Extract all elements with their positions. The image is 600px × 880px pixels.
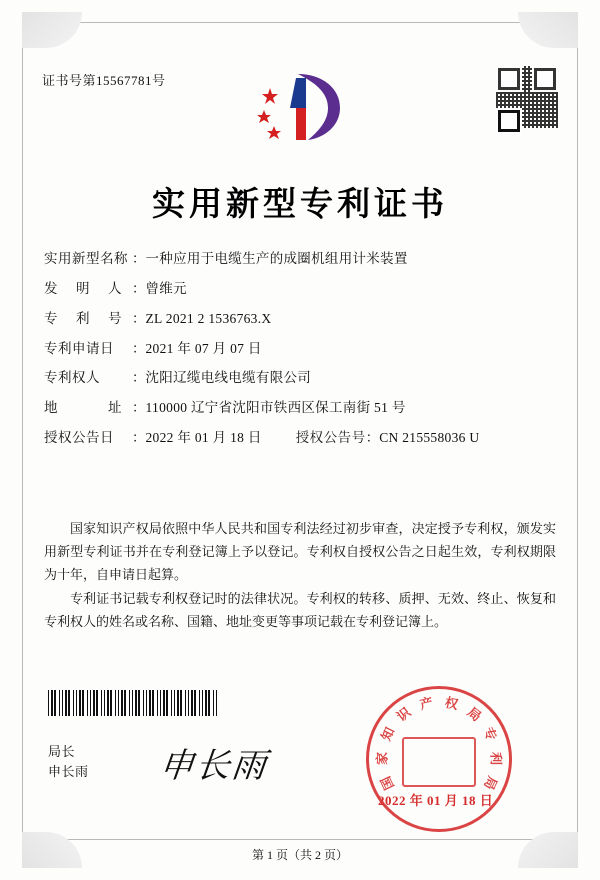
- field-label: 专利号: [44, 310, 122, 326]
- certificate-fields: [44, 252, 559, 461]
- field-row-patent-number: [44, 312, 559, 327]
- field-label: 地址: [44, 400, 122, 416]
- field-row-grant-announcement: [44, 431, 559, 446]
- seal-issue-date: 2022 年 01 月 18 日: [378, 793, 494, 808]
- official-seal: [366, 686, 512, 832]
- field-colon: ：: [132, 430, 146, 446]
- field-row-inventor: [44, 282, 559, 297]
- seal-char: 利: [487, 751, 503, 766]
- field-colon: ：: [132, 310, 146, 326]
- field-colon: ：: [132, 280, 146, 296]
- director-signature: 申长雨: [157, 746, 270, 786]
- field-row-patentee: [44, 371, 559, 386]
- seal-char: 专: [479, 725, 499, 744]
- field-value: 2021 年 07 月 07 日: [145, 340, 262, 356]
- seal-char: 局: [463, 705, 484, 725]
- field-value: 曾维元: [145, 280, 187, 296]
- field-colon: ：: [132, 251, 146, 266]
- field-colon: ：: [132, 340, 146, 356]
- field-row-address: [44, 401, 559, 416]
- barcode: [48, 690, 218, 716]
- director-block: [48, 742, 89, 781]
- field-row-utility-model-name: [44, 252, 559, 267]
- field-label-secondary: 授权公告号: [295, 430, 366, 446]
- field-colon: ：: [132, 370, 146, 386]
- legal-text: [44, 518, 556, 636]
- qr-code-finder-bottom-left: [498, 110, 520, 132]
- field-row-application-date: [44, 342, 559, 357]
- legal-paragraph-1: 国家知识产权局依照中华人民共和国专利法经过初步审查，决定授予专利权，颁发实用新型专利证书并在专利登记簿上予以登记。专利权自授权公告之日起生效，专利权期限为十年，自申请日起算。: [44, 521, 556, 582]
- certificate-number: 证书号第15567781号: [42, 73, 166, 88]
- field-value-secondary: CN 215558036 U: [379, 430, 480, 446]
- legal-paragraph-2: 专利证书记载专利权登记时的法律状况。专利权的转移、质押、无效、终止、恢复和专利权人的姓名或名称、国籍、地址变更等事项记载在专利登记簿上。: [44, 591, 556, 629]
- field-label: 专利申请日: [44, 340, 114, 356]
- seal-char: 局: [480, 773, 500, 792]
- field-value: ZL 2021 2 1536763.X: [145, 310, 272, 326]
- field-value: 110000 辽宁省沈阳市铁西区保工南街 51 号: [145, 400, 406, 416]
- seal-char: 权: [443, 695, 460, 714]
- field-label: 实用新型名称: [44, 251, 128, 266]
- director-name: 申长雨: [48, 763, 89, 779]
- seal-char: 产: [418, 695, 435, 714]
- field-colon: ：: [365, 430, 380, 446]
- page-indicator: 第 1 页（共 2 页）: [251, 848, 348, 862]
- seal-char: 家: [375, 751, 391, 766]
- director-label: 局长: [48, 744, 76, 759]
- seal-char: 国: [378, 773, 398, 792]
- seal-char: 知: [379, 725, 399, 744]
- field-label: 专利权人: [44, 370, 100, 386]
- field-value: 沈阳辽缆电线电缆有限公司: [145, 370, 312, 386]
- page-title: 实用新型专利证书: [152, 184, 448, 223]
- field-colon: ：: [132, 400, 146, 416]
- seal-char: 识: [394, 705, 415, 725]
- field-label: 发明人: [44, 280, 122, 296]
- field-label: 授权公告日: [44, 430, 114, 446]
- cnipa-logo-icon: [252, 68, 348, 146]
- field-value: 2022 年 01 月 18 日: [145, 430, 262, 446]
- field-value: 一种应用于电缆生产的成圈机组用计米装置: [145, 251, 408, 266]
